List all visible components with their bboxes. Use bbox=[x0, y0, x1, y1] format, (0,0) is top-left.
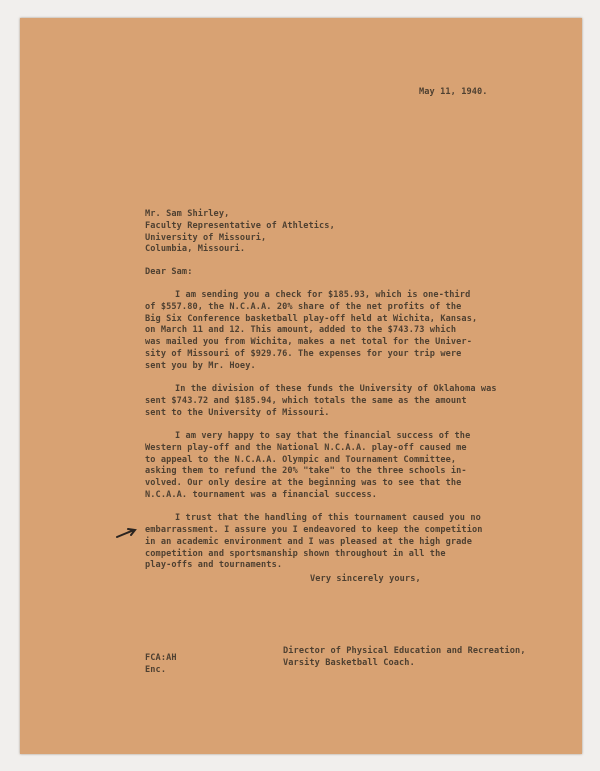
reference-line: FCA:AH bbox=[145, 653, 177, 663]
address-line: Faculty Representative of Athletics, bbox=[145, 220, 335, 231]
enclosure-line: Enc. bbox=[145, 664, 167, 675]
closing: Very sincerely yours, bbox=[310, 574, 421, 584]
signature-title-line: Director of Physical Education and Recreation, bbox=[283, 646, 526, 656]
address-line: Mr. Sam Shirley, bbox=[145, 209, 230, 219]
recipient-address bbox=[145, 209, 335, 256]
signature-title bbox=[283, 646, 526, 670]
body-paragraph-2: In the division of these funds the University of Oklahoma was sent $743.72 and $185.94, which totals the same as the amount sent to the University of Missouri. bbox=[145, 384, 497, 418]
address-line: University of Missouri, bbox=[145, 232, 267, 243]
margin-arrow-mark-icon bbox=[116, 527, 138, 539]
signature-title-line: Varsity Basketball Coach. bbox=[283, 657, 415, 668]
letter-date: May 11, 1940. bbox=[419, 87, 488, 97]
reference-initials bbox=[145, 653, 177, 677]
salutation: Dear Sam: bbox=[145, 267, 193, 277]
address-line: Columbia, Missouri. bbox=[145, 244, 246, 255]
letter-body bbox=[145, 290, 497, 584]
body-paragraph-3: I am very happy to say that the financial success of the Western play-off and the National N.C.A.A. play-off caused me to appeal to the N.C.A.A. Olympic and Tournament Committee, asking them to refund the 20% "take" to the three schools in- volved. Our only desire at the beginning was to see that the N.C.A.A. tournament was a financial success. bbox=[145, 430, 471, 500]
body-paragraph-4: I trust that the handling of this tournament caused you no embarrassment. I assure you I endeavored to keep the competition in an academic environment and I was pleased at the high grade competition and sportsmanship shown throughout in all the play-offs and tournaments. bbox=[145, 513, 483, 571]
body-paragraph-1: I am sending you a check for $185.93, which is one-third of $557.80, the N.C.A.A. 20% share of the net profits of the Big Six Conference basketball play-off held at Wichita, Kansas, on March 11 and 12. This amount, added to the $743.73 which was mailed you from Wichita, makes a net total for the Univer- sity of Missouri of $929.76. The expenses for your trip were sent you by Mr. Hoey. bbox=[145, 290, 478, 371]
